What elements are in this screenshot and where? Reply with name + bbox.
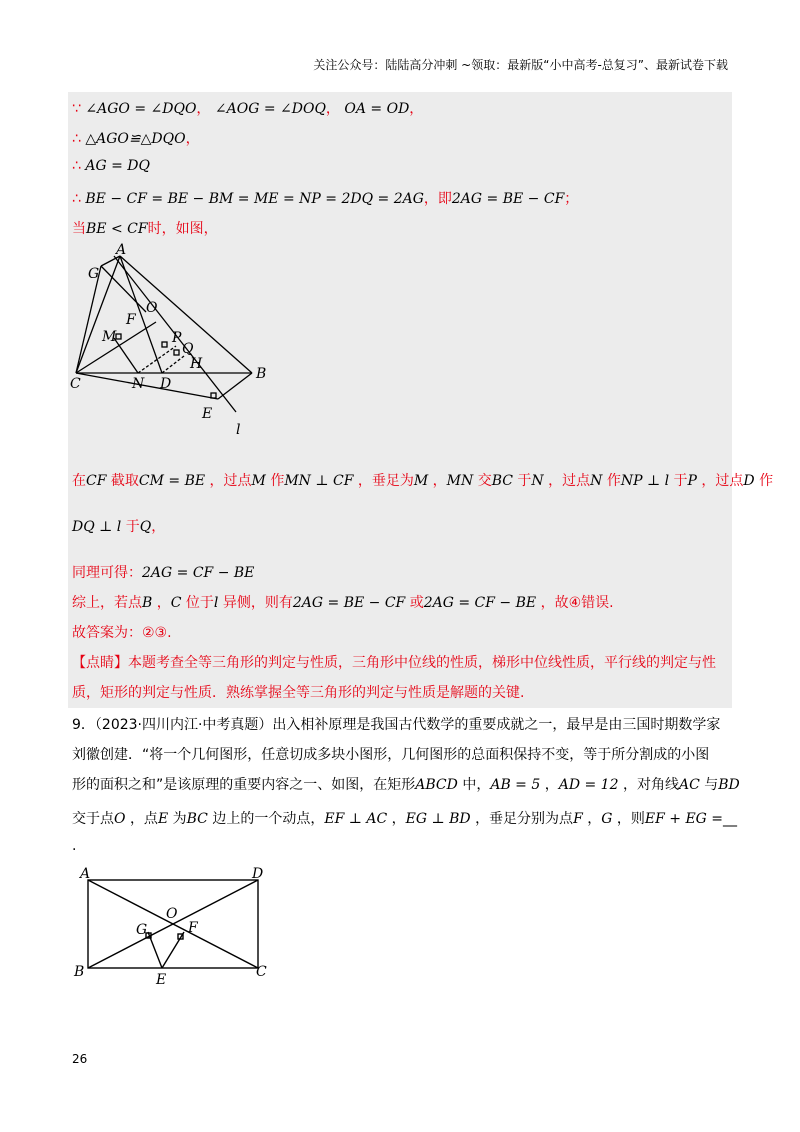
- question-line-4: 交于点O ，点E 为BC 边上的一个动点，EF ⊥ AC ，EG ⊥ BD ，垂足分别为点F ，G ，则EF + EG =__: [72, 811, 738, 827]
- fig1-label-e: E: [202, 406, 213, 422]
- fig1-label-b: B: [256, 366, 267, 382]
- solution-line-7: DQ ⊥ l 于Q，: [72, 519, 166, 535]
- question-line-3: 形的面积之和”是该原理的重要内容之一、如图，在矩形ABCD 中，AB = 5 ，AD = 12 ，对角线AC 与BD: [72, 777, 740, 793]
- solution-line-1: ∵ ∠AGO = ∠DQO， ∠AOG = ∠DOQ， OA = OD，: [72, 101, 424, 117]
- fig1-label-h: H: [190, 356, 203, 372]
- solution-line-9: 综上，若点B ，C 位于l 异侧，则有2AG = BE − CF 或2AG = CF − BE ，故④错误.: [72, 595, 614, 611]
- fig1-label-g: G: [88, 266, 100, 282]
- fig1-label-m: M: [102, 329, 117, 345]
- fig1-label-f: F: [126, 312, 136, 328]
- solution-line-4: ∴ BE − CF = BE − BM = ME = NP = 2DQ = 2AG，即2AG = BE − CF；: [72, 191, 579, 207]
- fig1-label-l: l: [236, 422, 241, 438]
- solution-line-12: 质，矩形的判定与性质．熟练掌握全等三角形的判定与性质是解题的关键.: [72, 685, 525, 701]
- question-line-2: 刘徽创建．“将一个几何图形，任意切成多块小图形，几何图形的总面积保持不变，等于所分割成的小图: [72, 747, 710, 763]
- fig1-label-a: A: [116, 242, 127, 258]
- fig2-label-o: O: [166, 906, 178, 922]
- fig2-label-a: A: [80, 866, 91, 882]
- fig2-label-e: E: [156, 972, 167, 988]
- fig1-label-n: N: [132, 376, 145, 392]
- fig2-label-d: D: [252, 866, 264, 882]
- geometry-figure-1: [66, 242, 286, 442]
- solution-line-6: 在CF 截取CM = BE ，过点M 作MN ⊥ CF ，垂足为M ，MN 交BC 于N ，过点N 作NP ⊥ l 于P ，过点D 作: [72, 473, 774, 489]
- fig2-label-f: F: [188, 920, 198, 936]
- solution-line-8: 同理可得：2AG = CF − BE: [72, 565, 255, 581]
- fig2-label-b: B: [74, 964, 85, 980]
- solution-line-5: 当BE < CF时，如图，: [72, 221, 218, 237]
- fig1-label-d: D: [160, 376, 172, 392]
- solution-line-2: ∴ △AGO≌△DQO，: [72, 131, 200, 147]
- solution-line-11: 【点睛】本题考查全等三角形的判定与性质，三角形中位线的性质，梯形中位线性质，平行线的判定与性: [72, 655, 716, 671]
- solution-line-3: ∴ AG = DQ: [72, 158, 151, 174]
- fig2-label-c: C: [256, 964, 267, 980]
- question-line-1: 9．（2023·四川内江·中考真题）出入相补原理是我国古代数学的重要成就之一，最早是由三国时期数学家: [72, 717, 721, 733]
- geometry-figure-2: [70, 862, 280, 990]
- question-line-5: .: [72, 838, 77, 854]
- fig1-label-o: O: [146, 300, 158, 316]
- page-number: 26: [72, 1052, 88, 1066]
- solution-line-10: 故答案为：②③.: [72, 625, 172, 641]
- page-header: 关注公众号：陆陆高分冲刺 ~领取：最新版“小中高考-总复习”、最新试卷下载: [313, 58, 728, 72]
- fig1-label-c: C: [70, 376, 81, 392]
- fig2-label-g: G: [136, 922, 148, 938]
- answer-blank: __: [723, 811, 738, 827]
- fig1-label-p: P: [172, 330, 182, 346]
- fig1-label-q: Q: [182, 341, 194, 357]
